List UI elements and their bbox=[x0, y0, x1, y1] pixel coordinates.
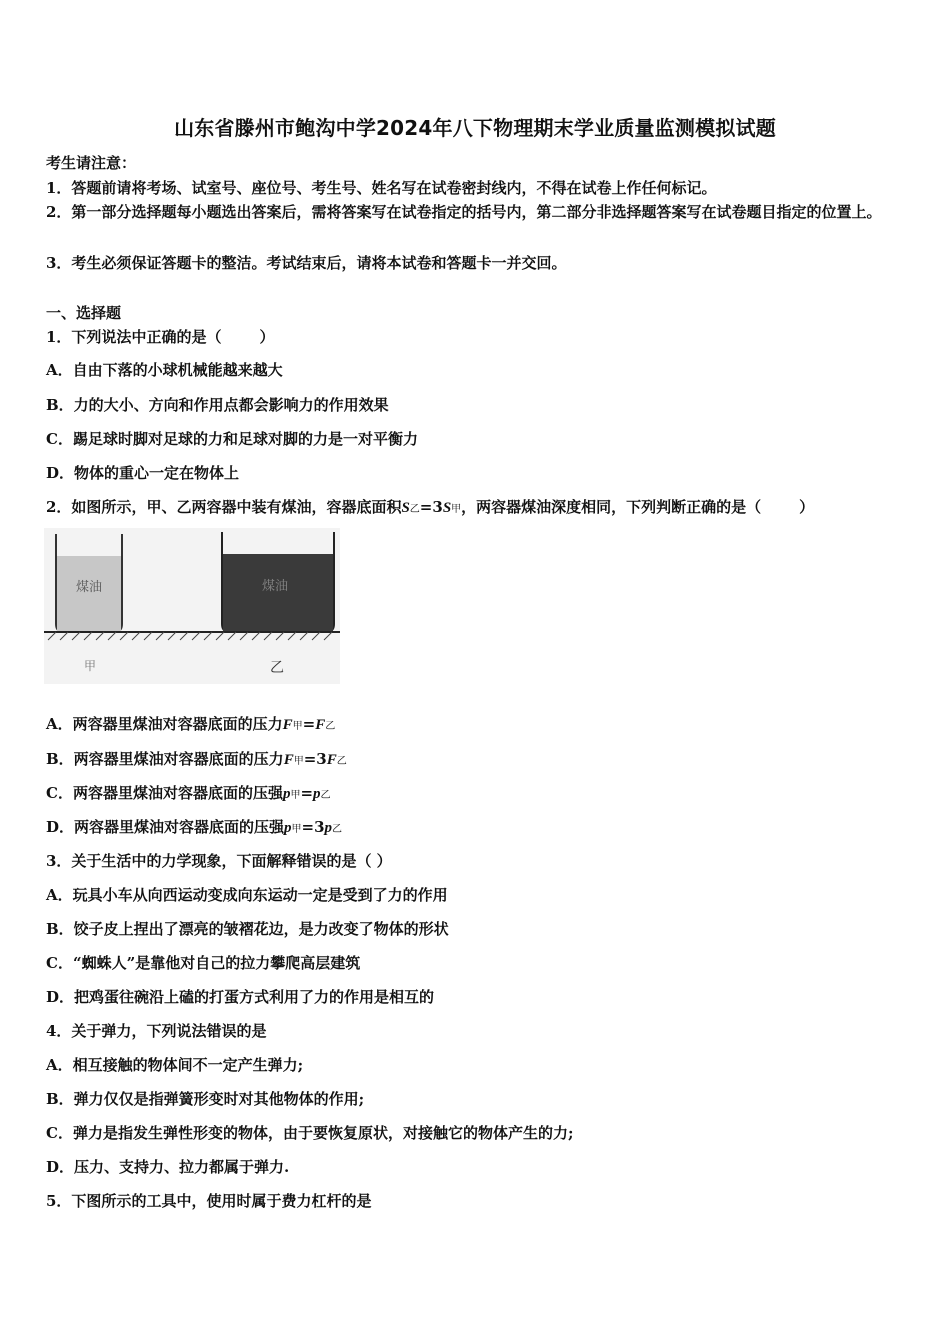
question-3-option-a: A．玩具小车从向西运动变成向东运动一定是受到了力的作用 bbox=[46, 886, 448, 904]
question-2-option-d: D．两容器里煤油对容器底面的压强p甲=3p乙 bbox=[46, 818, 343, 836]
question-1-option-b: B．力的大小、方向和作用点都会影响力的作用效果 bbox=[46, 396, 389, 414]
question-2-option-b: B．两容器里煤油对容器底面的压力F甲=3F乙 bbox=[46, 750, 347, 768]
containers-figure bbox=[44, 528, 340, 684]
question-4-option-d: D．压力、支持力、拉力都属于弹力. bbox=[46, 1158, 290, 1176]
notice-item-2: 2．第一部分选择题每小题选出答案后，需将答案写在试卷指定的括号内，第二部分非选择题答案写在试卷题目指定的位置上。 bbox=[46, 203, 882, 221]
question-3-option-b: B．饺子皮上捏出了漂亮的皱褶花边，是力改变了物体的形状 bbox=[46, 920, 449, 938]
question-4-option-b: B．弹力仅仅是指弹簧形变时对其他物体的作用; bbox=[46, 1090, 365, 1108]
section-heading: 一、选择题 bbox=[46, 304, 122, 322]
question-2-stem: 2．如图所示，甲、乙两容器中装有煤油，容器底面积S乙=3S甲，两容器煤油深度相同，下列判断正确的是（ ） bbox=[46, 498, 815, 516]
notice-heading: 考生请注意： bbox=[46, 154, 137, 172]
label-jia: 甲 bbox=[84, 659, 97, 673]
question-1-stem: 1．下列说法中正确的是（ ） bbox=[46, 328, 275, 346]
label-oil-yi: 煤油 bbox=[262, 579, 289, 594]
question-1-option-d: D．物体的重心一定在物体上 bbox=[46, 464, 240, 482]
question-4-stem: 4．关于弹力，下列说法错误的是 bbox=[46, 1022, 267, 1040]
question-4-option-a: A．相互接触的物体间不一定产生弹力; bbox=[46, 1056, 304, 1074]
question-3-option-d: D．把鸡蛋往碗沿上磕的打蛋方式利用了力的作用是相互的 bbox=[46, 988, 435, 1006]
notice-item-3: 3．考生必须保证答题卡的整洁。考试结束后，请将本试卷和答题卡一并交回。 bbox=[46, 254, 567, 272]
question-1-option-a: A．自由下落的小球机械能越来越大 bbox=[46, 361, 283, 379]
question-2-option-c: C．两容器里煤油对容器底面的压强p甲=p乙 bbox=[46, 784, 331, 802]
question-2-option-a: A．两容器里煤油对容器底面的压力F甲=F乙 bbox=[46, 715, 336, 733]
question-5-stem: 5．下图所示的工具中，使用时属于费力杠杆的是 bbox=[46, 1192, 372, 1210]
exam-title: 山东省滕州市鲍沟中学2024年八下物理期末学业质量监测模拟试题 bbox=[174, 116, 776, 140]
label-oil-jia: 煤油 bbox=[76, 580, 103, 595]
question-3-stem: 3．关于生活中的力学现象，下面解释错误的是（ ） bbox=[46, 852, 392, 870]
label-yi: 乙 bbox=[270, 660, 284, 676]
notice-item-1: 1．答题前请将考场、试室号、座位号、考生号、姓名写在试卷密封线内，不得在试卷上作任何标记。 bbox=[46, 179, 717, 197]
question-3-option-c: C．“蜘蛛人”是靠他对自己的拉力攀爬高层建筑 bbox=[46, 954, 361, 972]
question-4-option-c: C．弹力是指发生弹性形变的物体，由于要恢复原状，对接触它的物体产生的力; bbox=[46, 1124, 574, 1142]
question-1-option-c: C．踢足球时脚对足球的力和足球对脚的力是一对平衡力 bbox=[46, 430, 418, 448]
